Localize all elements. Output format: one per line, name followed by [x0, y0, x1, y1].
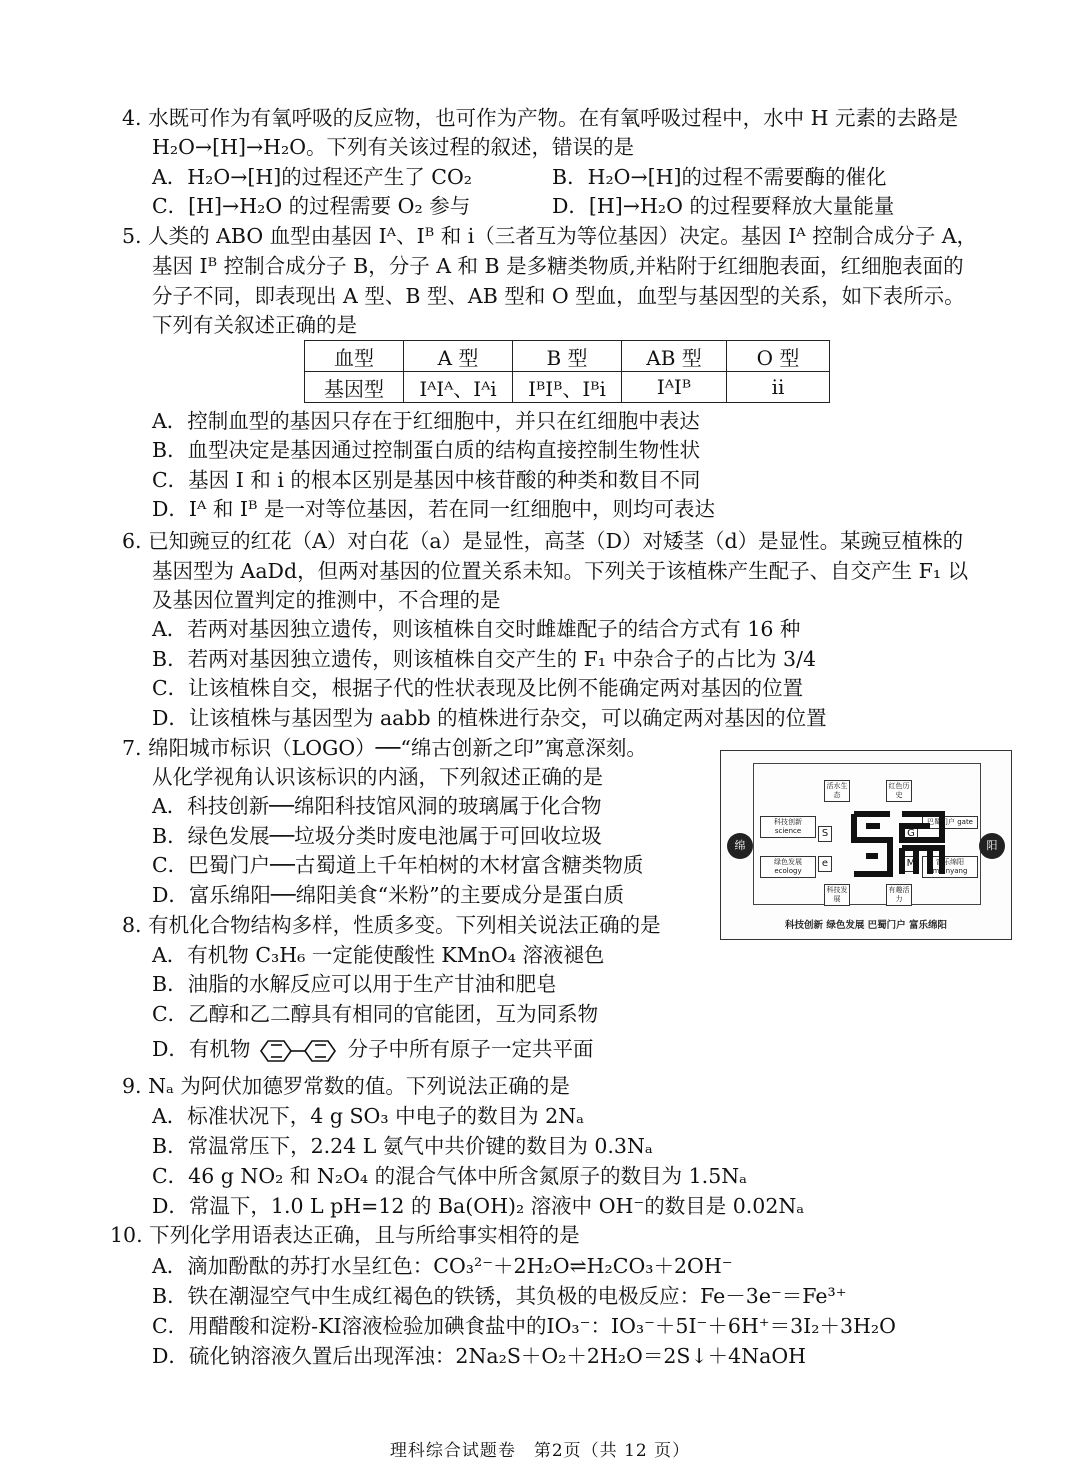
table-cell: B 型 — [513, 341, 622, 372]
q8-option-d — [152, 1035, 594, 1063]
q10-option-b: B．铁在潮湿空气中生成红褐色的铁锈，其负极的电极反应：Fe－3e⁻＝Fe³⁺ — [152, 1284, 847, 1308]
q10-option-d: D．硫化钠溶液久置后出现浑浊：2Na₂S＋O₂＋2H₂O＝2S↓＋4NaOH — [152, 1344, 807, 1368]
q10-option-c: C．用醋酸和淀粉-KI溶液检验加碘食盐中的IO₃⁻：IO₃⁻＋5I⁻＋6H⁺＝3I₂＋3H₂O — [152, 1314, 896, 1338]
table-cell: A 型 — [404, 341, 513, 372]
table-cell: AB 型 — [622, 341, 727, 372]
table-cell: ii — [727, 372, 830, 403]
table-row — [305, 372, 830, 403]
table-cell: IᴮIᴮ、Iᴮi — [513, 372, 622, 403]
table-cell: 基因型 — [305, 372, 404, 403]
logo-label-mianyang: 富乐绵阳 mianyang — [922, 856, 978, 878]
q6-option-a: A．若两对基因独立遗传，则该植株自交时雌雄配子的结合方式有 16 种 — [152, 617, 801, 641]
logo-label-science: 科技创新 science — [760, 816, 816, 838]
q5-stem-line3: 分子不同，即表现出 A 型、B 型、AB 型和 O 型血，血型与基因型的关系，如下表所示。 — [152, 284, 965, 308]
q7-option-d: D．富乐绵阳──绵阳美食“米粉”的主要成分是蛋白质 — [152, 883, 625, 907]
q6-stem-line1: 6. 已知豌豆的红花（A）对白花（a）是显性，高茎（D）对矮茎（d）是显性。某豌豆植株的 — [122, 529, 964, 553]
q4-stem-line2: H₂O→[H]→H₂O。下列有关该过程的叙述，错误的是 — [152, 135, 635, 159]
q4-option-a: A．H₂O→[H]的过程还产生了 CO₂ — [152, 165, 472, 189]
q7-option-c: C．巴蜀门户──古蜀道上千年柏树的木材富含糖类物质 — [152, 853, 644, 877]
q4-stem-line1: 4. 水既可作为有氧呼吸的反应物，也可作为产物。在有氧呼吸过程中，水中 H 元素的去路是 — [122, 106, 958, 130]
q4-option-c: C．[H]→H₂O 的过程需要 O₂ 参与 — [152, 194, 471, 218]
logo-letter-s: S — [818, 826, 832, 842]
q6-stem-line3: 及基因位置判定的推测中，不合理的是 — [152, 588, 501, 612]
q6-option-c: C．让该植株自交，根据子代的性状表现及比例不能确定两对基因的位置 — [152, 676, 804, 700]
table-row — [305, 341, 830, 372]
q7-option-a: A．科技创新──绵阳科技馆风洞的玻璃属于化合物 — [152, 794, 602, 818]
logo-label-gate: 巴蜀门户 gate — [922, 816, 978, 829]
q5-option-b: B．血型决定是基因通过控制蛋白质的结构直接控制生物性状 — [152, 438, 701, 462]
logo-circle-mian: 绵 — [727, 833, 753, 859]
logo-label-top-left: 活水生态 — [824, 780, 850, 802]
q7-stem-line2: 从化学视角认识该标识的内涵，下列叙述正确的是 — [152, 765, 603, 789]
q9-option-c: C．46 g NO₂ 和 N₂O₄ 的混合气体中所含氮原子的数目为 1.5Nₐ — [152, 1164, 748, 1188]
q4-option-d: D．[H]→H₂O 的过程要释放大量能量 — [552, 194, 895, 218]
q5-option-d: D．Iᴬ 和 Iᴮ 是一对等位基因，若在同一红细胞中，则均可表达 — [152, 497, 715, 521]
logo-label-top-right: 红色历史 — [886, 780, 912, 802]
q5-stem-line4: 下列有关叙述正确的是 — [152, 313, 357, 337]
q10-option-a: A．滴加酚酞的苏打水呈红色：CO₃²⁻＋2H₂O⇌H₂CO₃＋2OH⁻ — [152, 1254, 733, 1278]
mianyang-logo-figure — [720, 750, 1012, 940]
q5-option-a: A．控制血型的基因只存在于红细胞中，并只在红细胞中表达 — [152, 409, 700, 433]
q8-option-a: A．有机物 C₃H₆ 一定能使酸性 KMnO₄ 溶液褪色 — [152, 943, 605, 967]
q8-option-d-prefix: D．有机物 — [152, 1037, 251, 1061]
logo-letter-g: G — [904, 826, 918, 842]
q9-option-d: D．常温下，1.0 L pH=12 的 Ba(OH)₂ 溶液中 OH⁻的数目是 0.02Nₐ — [152, 1194, 805, 1218]
table-cell: O 型 — [727, 341, 830, 372]
q5-option-c: C．基因 I 和 i 的根本区别是基因中核苷酸的种类和数目不同 — [152, 468, 701, 492]
q5-stem-line1: 5. 人类的 ABO 血型由基因 Iᴬ、Iᴮ 和 i（三者互为等位基因）决定。基因 Iᴬ 控制合成分子 A， — [122, 224, 978, 248]
logo-label-bottom-left: 科技发展 — [824, 884, 850, 906]
q4-option-b: B．H₂O→[H]的过程不需要酶的催化 — [552, 165, 887, 189]
q6-stem-line2: 基因型为 AaDd，但两对基因的位置关系未知。下列关于该植株产生配子、自交产生 F₁ 以 — [152, 559, 969, 583]
logo-label-ecology: 绿色发展 ecology — [760, 856, 816, 878]
logo-caption: 科技创新 绿色发展 巴蜀门户 富乐绵阳 — [785, 920, 947, 931]
q8-option-c: C．乙醇和乙二醇具有相同的官能团，互为同系物 — [152, 1002, 599, 1026]
table-cell: IᴬIᴬ、Iᴬi — [404, 372, 513, 403]
logo-letter-m: M — [904, 856, 918, 872]
logo-circle-yang: 阳 — [979, 833, 1005, 859]
logo-letter-e: e — [818, 856, 832, 872]
q10-stem-line1: 10. 下列化学用语表达正确，且与所给事实相符的是 — [110, 1223, 580, 1247]
q9-stem-line1: 9. Nₐ 为阿伏加德罗常数的值。下列说法正确的是 — [122, 1074, 570, 1098]
q7-stem-line1: 7. 绵阳城市标识（LOGO）──“绵古创新之印”寓意深刻。 — [122, 736, 647, 760]
logo-frame — [753, 763, 981, 905]
q9-option-a: A．标准状况下，4 g SO₃ 中电子的数目为 2Nₐ — [152, 1104, 584, 1128]
q8-option-d-suffix: 分子中所有原子一定共平面 — [347, 1037, 594, 1061]
q8-option-b: B．油脂的水解反应可以用于生产甘油和肥皂 — [152, 972, 557, 996]
blood-type-table — [304, 340, 830, 403]
page-footer: 理科综合试题卷 第2页（共 12 页） — [389, 1441, 691, 1461]
q9-option-b: B．常温常压下，2.24 L 氨气中共价键的数目为 0.3Nₐ — [152, 1134, 653, 1158]
seal-symbol-icon — [850, 808, 946, 880]
q8-stem-line1: 8. 有机化合物结构多样，性质多变。下列相关说法正确的是 — [122, 913, 661, 937]
table-cell: 血型 — [305, 341, 404, 372]
table-cell: IᴬIᴮ — [622, 372, 727, 403]
q7-option-b: B．绿色发展──垃圾分类时废电池属于可回收垃圾 — [152, 824, 602, 848]
biphenyl-structure-icon — [257, 1039, 341, 1063]
q6-option-b: B．若两对基因独立遗传，则该植株自交产生的 F₁ 中杂合子的占比为 3/4 — [152, 647, 817, 671]
q6-option-d: D．让该植株与基因型为 aabb 的植株进行杂交，可以确定两对基因的位置 — [152, 706, 827, 730]
logo-label-bottom-right: 有趣活力 — [886, 884, 912, 906]
q5-stem-line2: 基因 Iᴮ 控制合成分子 B，分子 A 和 B 是多糖类物质,并粘附于红细胞表面，红细胞表面的 — [152, 254, 964, 278]
